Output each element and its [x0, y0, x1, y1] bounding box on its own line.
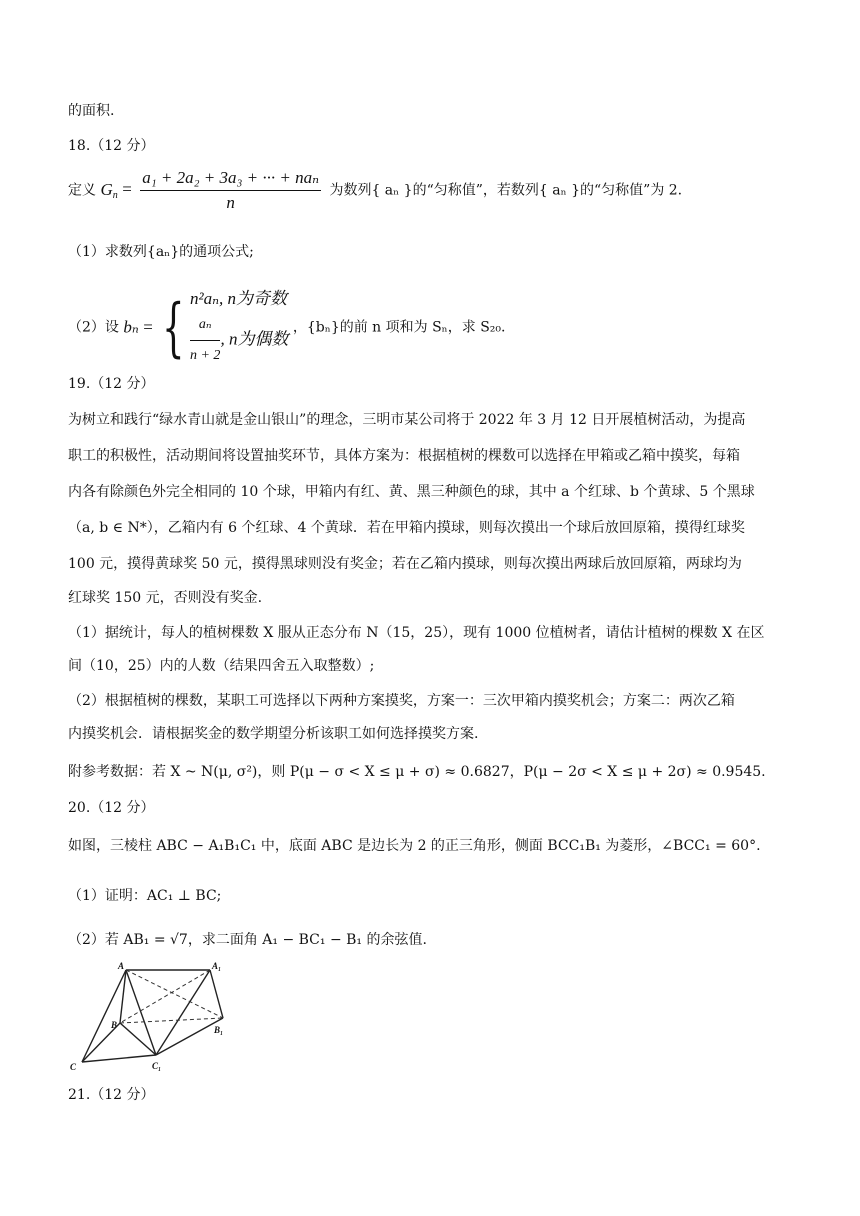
- q20-part1: （1）证明：AC₁ ⊥ BC;: [68, 888, 222, 904]
- q19-part2-line: （2）根据植树的棵数，某职工可选择以下两种方案摸奖，方案一：三次甲箱内摸奖机会；方案二：两次乙箱: [68, 693, 735, 709]
- prism-figure: [68, 960, 228, 1076]
- q18-numerator: a₁ + 2a₂ + 3a₃ + ··· + naₙ: [140, 168, 321, 191]
- q18-header: 18.（12 分）: [68, 138, 155, 154]
- edge-AB: [120, 970, 126, 1023]
- q19-part1-line: （1）据统计，每人的植树棵数 X 服从正态分布 N（15，25），现有 1000 位植树者，请估计植树的棵数 X 在区: [68, 625, 765, 641]
- label-A: A: [118, 961, 125, 971]
- q18-case2-num: aₙ: [190, 312, 220, 341]
- q18-case2-den: n + 2: [189, 348, 221, 363]
- q18-def-prefix: 定义: [68, 182, 96, 199]
- left-brace: {: [162, 290, 185, 365]
- dashed-BB1: [120, 1018, 223, 1023]
- q19-body-line: 职工的积极性，活动期间将设置抽奖环节，具体方案为：根据植树的棵数可以选择在甲箱或乙箱中摸奖，每箱: [68, 448, 740, 464]
- label-A1: A₁: [212, 961, 222, 971]
- q19-body-line: 100 元，摸得黄球奖 50 元，摸得黑球则没有奖金；若在乙箱内摸球，则每次摸出两球后放回原箱，两球均为: [68, 556, 742, 572]
- q18-G: $G_n$: [100, 179, 118, 201]
- q19-part2-line: 内摸奖机会．请根据奖金的数学期望分析该职工如何选择摸奖方案.: [68, 726, 479, 742]
- q18-part2: （2）设 bₙ = { n²aₙ, n为奇数 $\frac{\text{aₙ}}{n + 2}$ , n为偶数 ，{bₙ}的前 n 项和为 Sₙ，求 S₂₀.: [68, 286, 505, 369]
- q19-body-line: 为树立和践行“绿水青山就是金山银山”的理念，三明市某公司将于 2022 年 3 月 12 日开展植树活动，为提高: [68, 412, 746, 428]
- edge-A1C1: [156, 970, 210, 1055]
- edge-B1C1: [156, 1018, 223, 1055]
- edge-A1B1: [210, 970, 223, 1018]
- top-fragment: 的面积.: [68, 103, 115, 119]
- q20-part2: （2）若 AB₁ = √7，求二面角 A₁ − BC₁ − B₁ 的余弦值.: [68, 932, 427, 948]
- q21-header: 21.（12 分）: [68, 1087, 155, 1103]
- q18-case1: n²aₙ, n为奇数: [189, 289, 287, 308]
- q18-fraction: [140, 168, 321, 213]
- q18-definition: [68, 168, 682, 213]
- q18-part2-suffix: ，{bₙ}的前 n 项和为 Sₙ，求 S₂₀.: [292, 319, 506, 336]
- q19-body-line: 红球奖 150 元，否则没有奖金.: [68, 590, 263, 606]
- q18-denominator: n: [226, 193, 235, 212]
- q18-def-middle: 为数列{ aₙ }的“匀称值”，若数列{ aₙ }的“匀称值”为 2.: [329, 182, 683, 199]
- q18-part1: （1）求数列{aₙ}的通项公式;: [68, 244, 254, 260]
- triangular-prism-diagram: [68, 960, 228, 1072]
- q18-eq: =: [122, 179, 132, 199]
- q20-body: 如图，三棱柱 ABC − A₁B₁C₁ 中，底面 ABC 是边长为 2 的正三角形，侧面 BCC₁B₁ 为菱形，∠BCC₁ = 60°.: [68, 838, 761, 854]
- q18-b: bₙ: [123, 317, 139, 337]
- edge-CC1: [82, 1055, 156, 1062]
- q19-body-line: 内各有除颜色外完全相同的 10 个球，甲箱内有红、黄、黑三种颜色的球，其中 a 个红球、b 个黄球、5 个黑球: [68, 484, 755, 500]
- label-C: C: [70, 1062, 77, 1072]
- label-B: B: [111, 1020, 118, 1030]
- q20-header: 20.（12 分）: [68, 800, 155, 816]
- edge-AC: [82, 970, 126, 1062]
- q19-body-line: （a, b ∈ N*），乙箱内有 6 个红球、4 个黄球．若在甲箱内摸球，则每次摸出一个球后放回原箱，摸得红球奖: [68, 520, 745, 536]
- q19-part1-line: 间（10，25）内的人数（结果四舍五入取整数）;: [68, 658, 375, 674]
- q19-header: 19.（12 分）: [68, 376, 155, 392]
- label-B1: B₁: [214, 1025, 224, 1035]
- label-C1: C₁: [152, 1061, 162, 1071]
- q18-part2-prefix: （2）设: [68, 319, 119, 336]
- q18-piecewise: [157, 286, 288, 369]
- q19-reference: 附参考数据：若 X ~ N(μ, σ²)，则 P(μ − σ < X ≤ μ + σ) ≈ 0.6827，P(μ − 2σ < X ≤ μ + 2σ) ≈ 0.9545.: [68, 764, 766, 780]
- q18-case2-cond: , n为偶数: [220, 329, 289, 349]
- dashed-A1B: [120, 970, 210, 1023]
